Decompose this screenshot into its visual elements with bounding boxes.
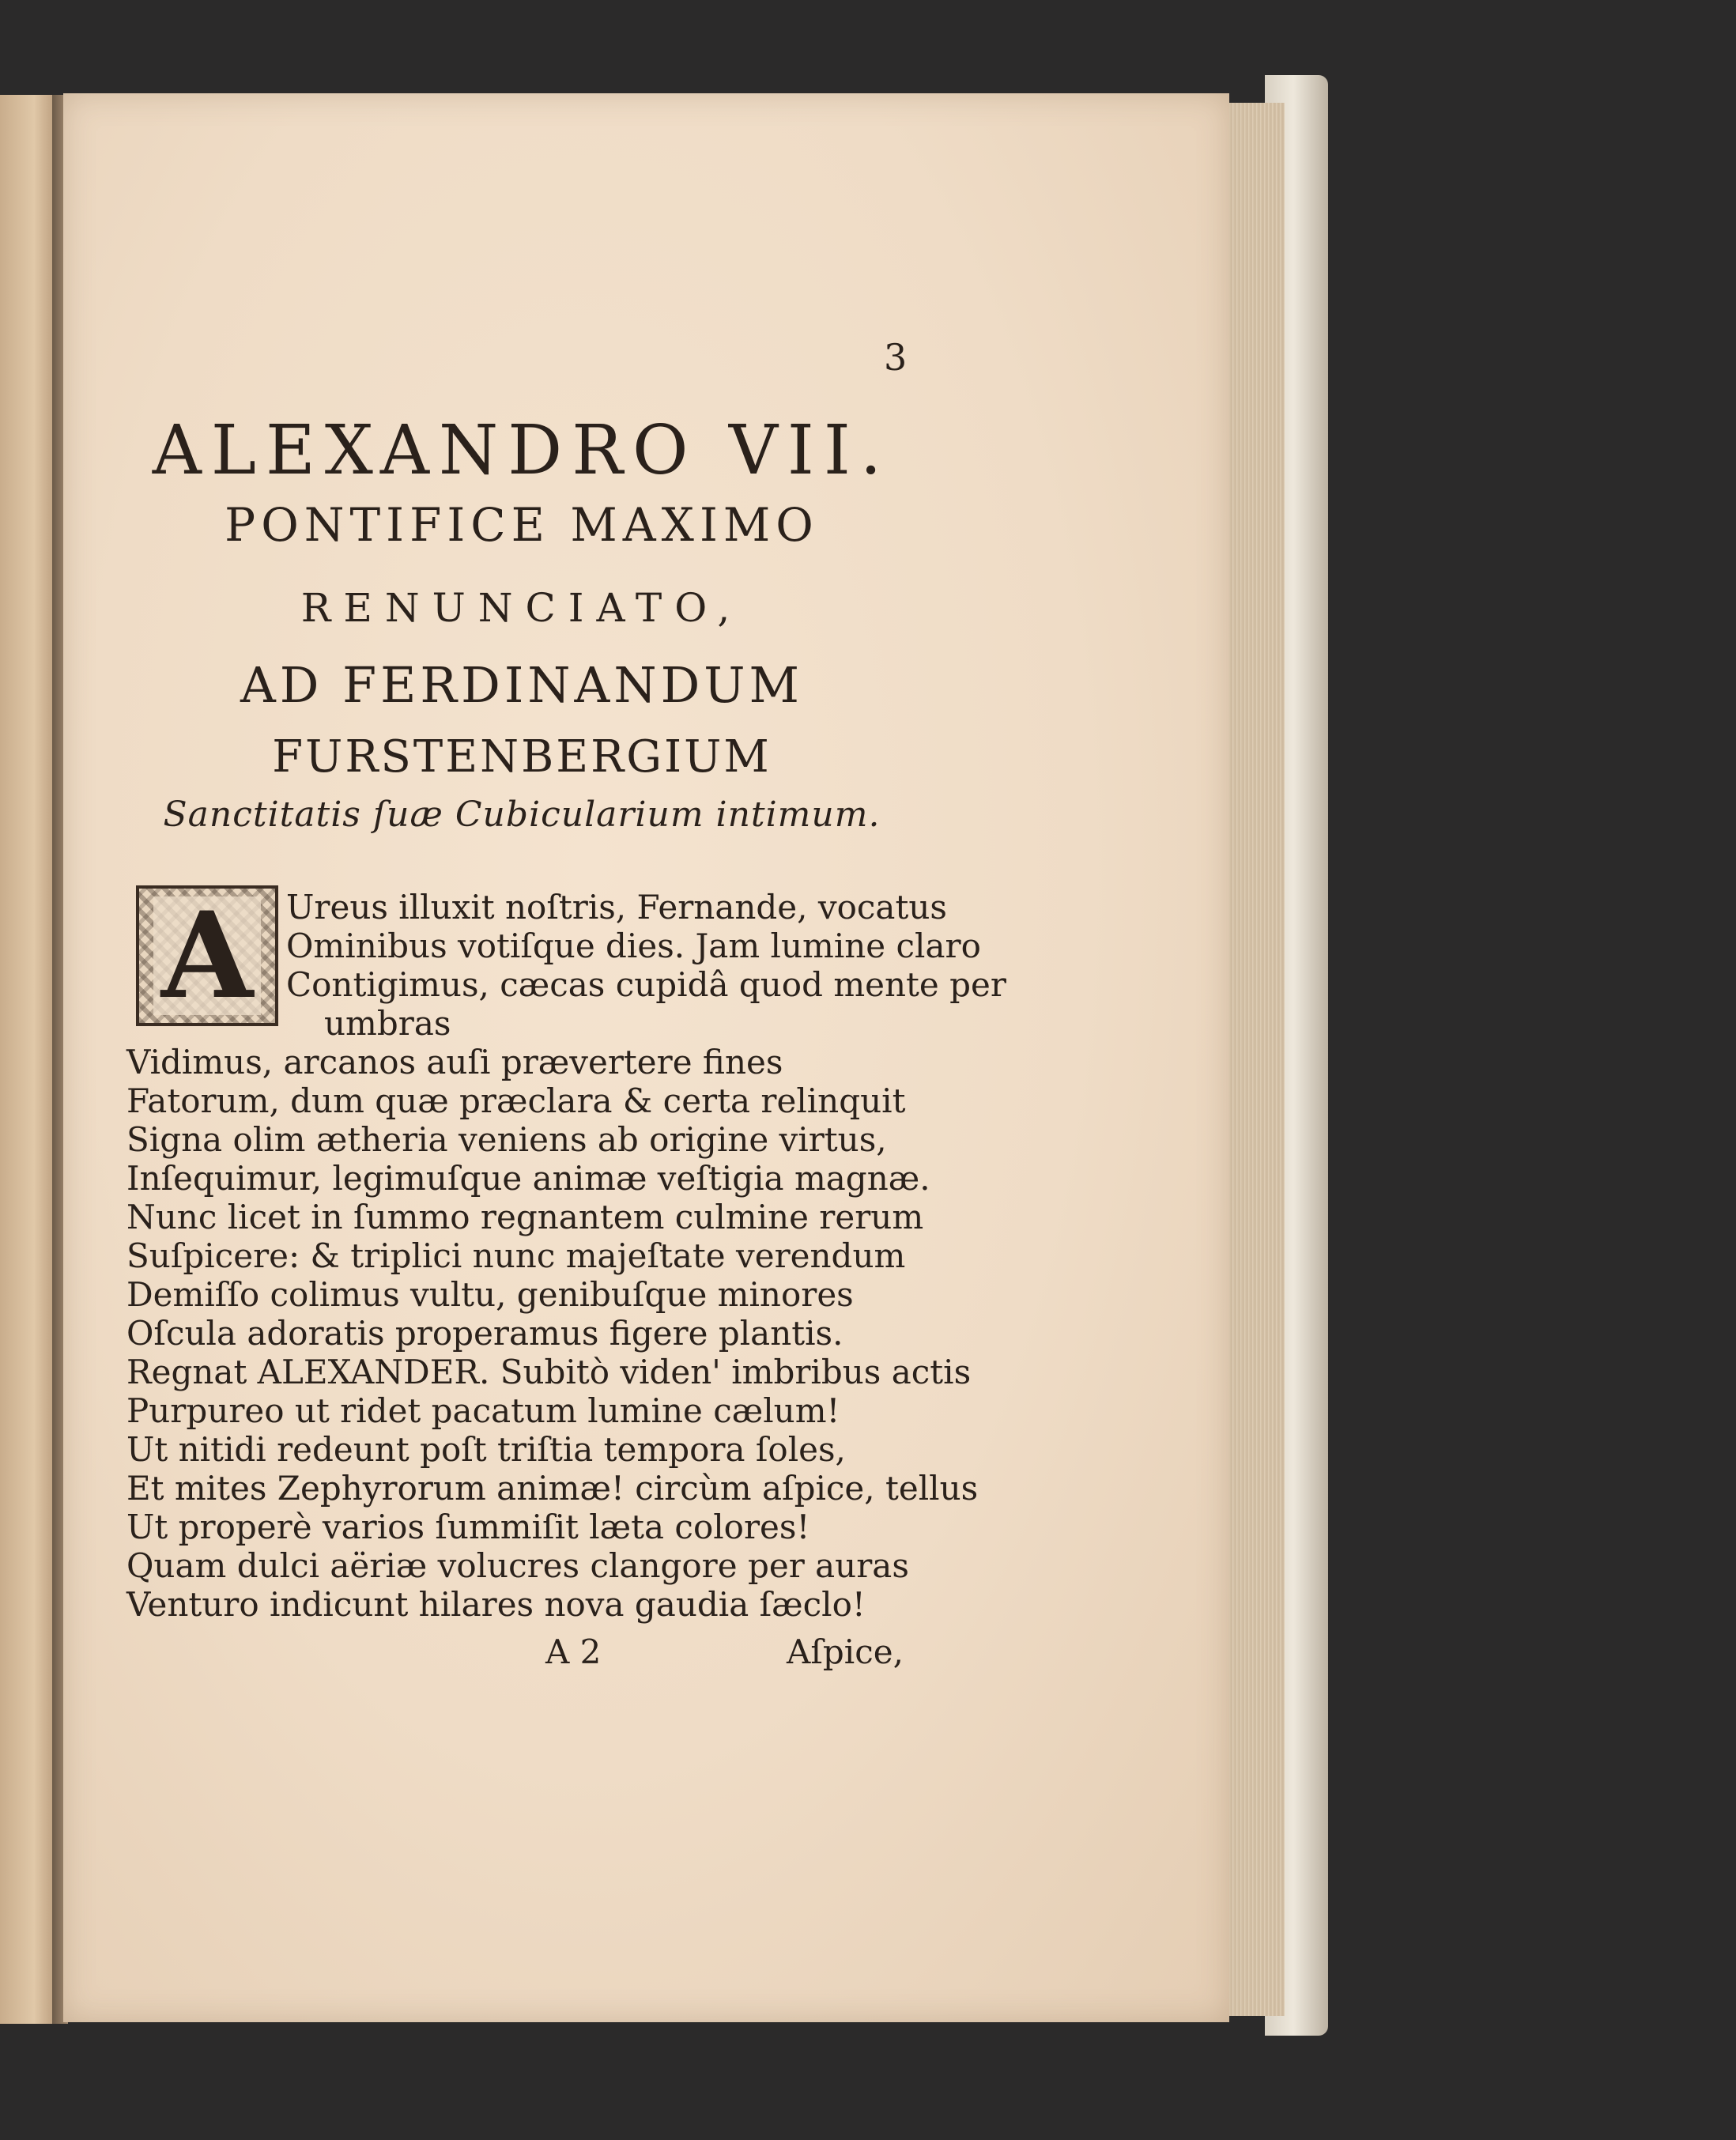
verse-line: Inſequimur, legimuſque animæ veſtigia magnæ. [126, 1159, 930, 1198]
verse-line: Demiſſo colimus vultu, genibuſque minores [126, 1275, 854, 1314]
signature-mark: A 2 [545, 1632, 602, 1671]
heading-line-2: PONTIFICE MAXIMO [225, 498, 819, 552]
verse-line: umbras [324, 1004, 451, 1043]
verse-line: Quam dulci aëriæ volucres clangore per auras [126, 1546, 909, 1585]
verse-line: Purpureo ut ridet pacatum lumine cælum! [126, 1391, 840, 1430]
verse-line: Oſcula adoratis properamus figere plantis. [126, 1314, 843, 1353]
page-fore-edge [1229, 103, 1285, 2016]
verse-line: Venturo indicunt hilares nova gaudia ſæclo! [126, 1585, 866, 1624]
verse-line: Regnat ALEXANDER. Subitò viden' imbribus actis [126, 1353, 972, 1391]
page-number: 3 [884, 336, 908, 379]
verse-line: Ut nitidi redeunt poſt triſtia tempora ſoles, [126, 1430, 846, 1469]
verse-line: Signa olim ætheria veniens ab origine virtus, [126, 1120, 887, 1159]
verse-line: Ut properè varios ſummiſit læta colores! [126, 1508, 810, 1546]
left-page-edge [0, 95, 57, 2024]
initial-letter: A [153, 896, 261, 1015]
verse-line: Ureus illuxit noſtris, Fernande, vocatus [286, 888, 947, 927]
catchword: Aſpice, [787, 1632, 904, 1671]
heading-line-5: FURSTENBERGIUM [272, 731, 772, 783]
decorated-initial [136, 885, 278, 1026]
heading-line-1: ALEXANDRO VII. [152, 411, 892, 490]
verse-line: Contigimus, cæcas cupidâ quod mente per [286, 965, 1006, 1004]
verse-opening [286, 887, 1006, 1042]
verse-line: Fatorum, dum quæ præclara & certa relinquit [126, 1081, 906, 1120]
verse-line: Vidimus, arcanos auſi prævertere fines [126, 1043, 783, 1081]
verse-line: Nunc licet in ſummo regnantem culmine rerum [126, 1198, 924, 1236]
verse-body [126, 1042, 978, 1623]
verse-line: Et mites Zephyrorum animæ! circùm aſpice, tellus [126, 1469, 979, 1508]
heading-line-4: AD FERDINANDUM [240, 656, 804, 714]
heading-line-3: RENUNCIATO, [300, 585, 743, 631]
verse-line: Suſpicere: & triplici nunc majeſtate verendum [126, 1236, 906, 1275]
heading-dedication: Sanctitatis ſuæ Cubicularium intimum. [163, 794, 881, 835]
verse-line: Ominibus votiſque dies. Jam lumine claro [286, 927, 981, 965]
